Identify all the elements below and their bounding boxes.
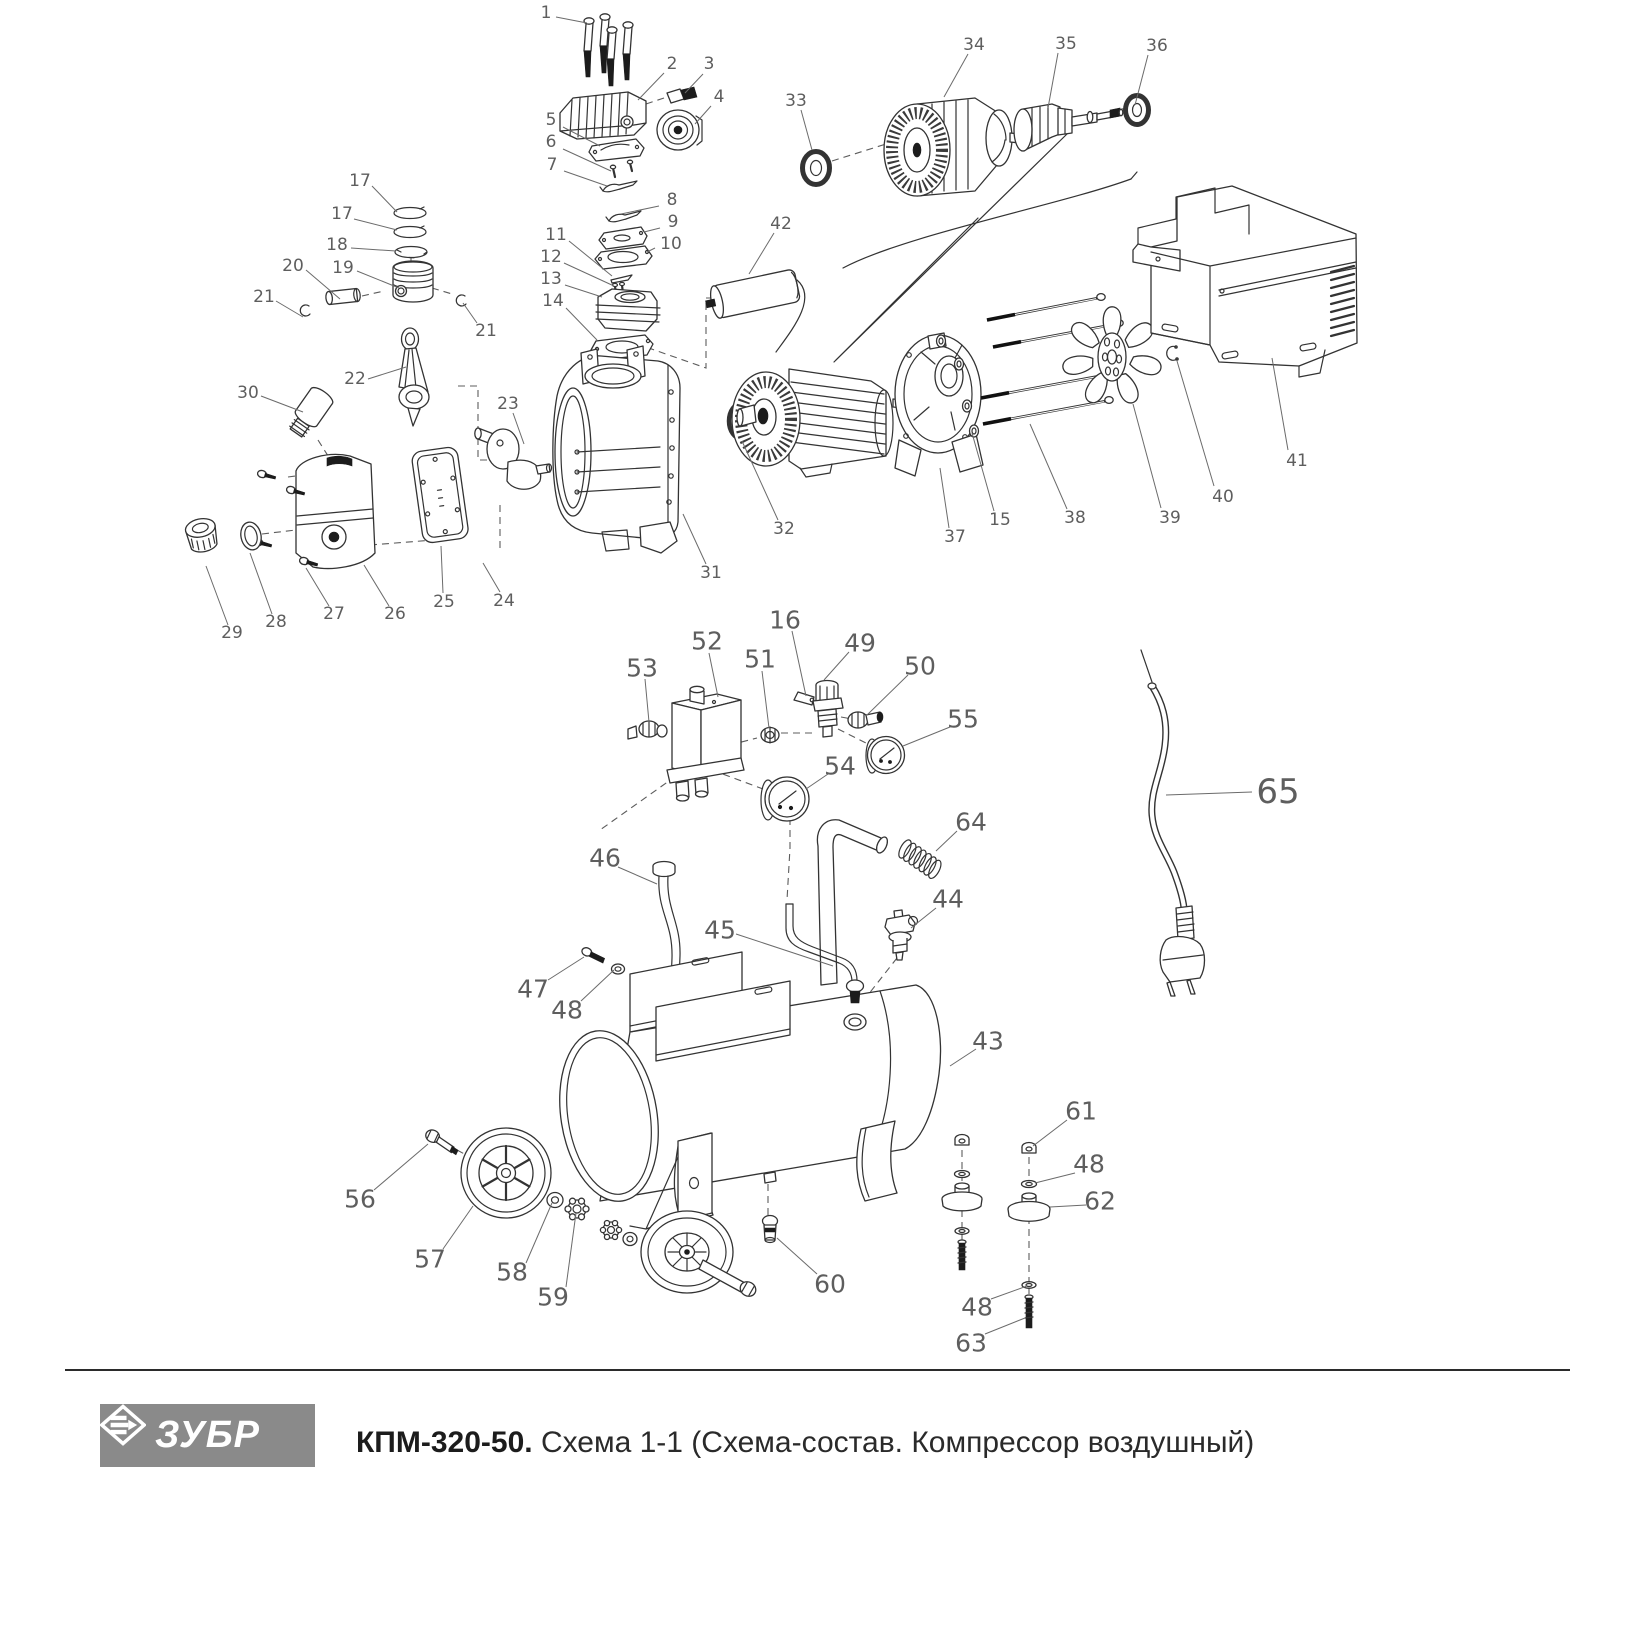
sight-glass-ring (238, 520, 263, 552)
oil-cap (184, 516, 220, 555)
leader-line-16 (792, 631, 806, 696)
leader-line-62 (1050, 1205, 1086, 1207)
callout-1: 1 (540, 3, 552, 23)
callout-29: 29 (221, 623, 243, 643)
callout-51: 51 (744, 644, 776, 674)
oil-breather (285, 385, 335, 441)
leader-line-52 (709, 653, 718, 697)
wheel-nut-2 (600, 1221, 621, 1240)
leader-line-37 (940, 468, 949, 528)
callout-41: 41 (1286, 451, 1308, 471)
callout-19: 19 (332, 258, 354, 278)
callout-43: 43 (972, 1026, 1004, 1056)
piston-rings (394, 207, 427, 258)
platform-nut (612, 964, 625, 974)
piston (393, 261, 433, 302)
callout-14: 14 (542, 291, 564, 311)
leader-line-1 (556, 17, 587, 23)
callout-10: 10 (660, 234, 682, 254)
switch-fitting-left (628, 721, 667, 739)
cover-gasket (411, 446, 469, 544)
callout-32: 32 (773, 519, 795, 539)
leader-line-17 (354, 219, 397, 230)
gauge-small (866, 737, 905, 774)
safety-valve (885, 910, 918, 960)
zubr-logo-icon (100, 1404, 146, 1446)
callout-59: 59 (537, 1282, 569, 1312)
leader-line-31 (683, 514, 706, 564)
callout-6: 6 (545, 132, 557, 152)
head-fitting (667, 87, 697, 103)
leader-line-55 (903, 727, 950, 746)
bearing-rear (803, 152, 830, 185)
diagram-title (356, 1426, 1456, 1460)
leader-line-51 (762, 671, 769, 728)
connecting-rod (399, 328, 429, 426)
motor-armature (1014, 104, 1123, 151)
pressure-switch (667, 686, 744, 801)
crankshaft (475, 428, 552, 489)
footer-separator (65, 1369, 1570, 1371)
callout-28: 28 (265, 612, 287, 632)
axle-bolt (423, 1128, 461, 1155)
callout-26: 26 (384, 604, 406, 624)
motor-rotor (884, 98, 1020, 196)
callout-48: 48 (961, 1292, 993, 1322)
callout-61: 61 (1065, 1096, 1097, 1126)
valve-screws (610, 160, 632, 177)
callout-35: 35 (1055, 34, 1077, 54)
leader-line-33 (801, 110, 812, 150)
head-bolt-set (584, 14, 633, 86)
callout-31: 31 (700, 563, 722, 583)
leader-line-21 (463, 303, 477, 323)
callout-49: 49 (844, 628, 876, 658)
callout-36: 36 (1146, 36, 1168, 56)
regulator-fitting-right (848, 712, 883, 728)
leader-line-27 (306, 568, 329, 606)
leader-line-41 (1272, 358, 1288, 450)
callout-21: 21 (475, 321, 497, 341)
leader-line-30 (261, 396, 303, 412)
valve-reed-upper (600, 181, 637, 192)
leader-line-50 (866, 675, 908, 716)
leader-line-42 (749, 233, 774, 274)
leader-line-56 (374, 1144, 428, 1190)
callout-48: 48 (551, 995, 583, 1025)
callout-60: 60 (814, 1269, 846, 1299)
leader-line-48 (1035, 1173, 1075, 1183)
leader-line-38 (1030, 424, 1067, 509)
callout-37: 37 (944, 527, 966, 547)
wheel-small (641, 1211, 758, 1299)
valve-plate-top (589, 139, 644, 161)
callout-9: 9 (667, 212, 679, 232)
wheel-nut (565, 1198, 589, 1220)
model-number: КПМ-320-50. (356, 1426, 533, 1459)
switch-fitting-mid (761, 727, 779, 743)
crankcase (553, 346, 680, 553)
callout-13: 13 (540, 269, 562, 289)
callout-62: 62 (1084, 1186, 1116, 1216)
callout-27: 27 (323, 604, 345, 624)
shaft-circlip (1167, 346, 1178, 361)
callout-17: 17 (349, 171, 371, 191)
leader-line-61 (1033, 1120, 1067, 1146)
leader-line-25 (441, 546, 443, 593)
leader-line-28 (250, 553, 272, 614)
leader-line-24 (483, 563, 500, 592)
leader-line-57 (443, 1206, 473, 1249)
leader-line-29 (206, 566, 228, 625)
handle-pipe (817, 820, 889, 985)
air-filter (657, 110, 702, 150)
callout-8: 8 (666, 190, 678, 210)
leader-line-48 (581, 970, 614, 1001)
leader-line-39 (1133, 404, 1161, 508)
cooling-fan (1061, 307, 1163, 406)
callout-50: 50 (904, 651, 936, 681)
valve-seat-plate (599, 227, 647, 249)
platform-bolt (580, 946, 606, 963)
callout-53: 53 (626, 653, 658, 683)
callout-64: 64 (955, 807, 987, 837)
leader-line-9 (644, 228, 660, 232)
callout-42: 42 (770, 214, 792, 234)
leader-line-45 (736, 934, 833, 966)
callout-54: 54 (824, 751, 856, 781)
motor-shroud (1133, 186, 1357, 377)
callout-4: 4 (713, 87, 725, 107)
bearing-front (1126, 96, 1149, 125)
leader-line-21 (276, 301, 303, 317)
callout-38: 38 (1064, 508, 1086, 528)
cylinder-block (596, 289, 660, 331)
scheme-subtitle: Схема 1-1 (Схема-состав. Компрессор воздушный) (540, 1426, 1255, 1459)
callout-63: 63 (955, 1328, 987, 1358)
callout-65: 65 (1256, 772, 1300, 812)
callout-20: 20 (282, 256, 304, 276)
callout-39: 39 (1159, 508, 1181, 528)
head-gasket (595, 246, 652, 269)
callout-25: 25 (433, 592, 455, 612)
leader-line-18 (351, 248, 396, 251)
callout-3: 3 (703, 54, 715, 74)
handle-grip-spring (896, 838, 943, 880)
callout-22: 22 (344, 369, 366, 389)
callout-56: 56 (344, 1184, 376, 1214)
callout-30: 30 (237, 383, 259, 403)
leader-line-47 (548, 957, 584, 980)
wheel-washer (547, 1193, 563, 1208)
leader-line-48 (991, 1286, 1027, 1299)
callout-33: 33 (785, 91, 807, 111)
leader-line-53 (645, 679, 649, 722)
callout-44: 44 (932, 884, 964, 914)
leader-line-60 (777, 1238, 817, 1274)
leader-line-40 (1177, 361, 1214, 486)
brand-name: ЗУБР (155, 1414, 260, 1456)
gauge-large (761, 777, 809, 821)
leader-line-35 (1048, 53, 1058, 108)
leader-line-64 (936, 831, 957, 851)
callout-47: 47 (517, 974, 549, 1004)
wheel-washer-2 (623, 1233, 637, 1246)
leader-line-17 (372, 186, 397, 212)
power-cord (1141, 650, 1205, 996)
callout-15: 15 (989, 510, 1011, 530)
leader-line-14 (566, 308, 597, 340)
callout-7: 7 (546, 155, 558, 175)
leader-line-7 (564, 171, 607, 186)
callout-12: 12 (540, 247, 562, 267)
callout-21: 21 (253, 287, 275, 307)
callout-48: 48 (1073, 1149, 1105, 1179)
leader-line-46 (618, 867, 657, 884)
callout-23: 23 (497, 394, 519, 414)
callout-5: 5 (545, 110, 557, 130)
leader-line-2 (638, 73, 664, 100)
wheel-large (461, 1128, 551, 1218)
capacitor (703, 269, 805, 352)
callout-2: 2 (666, 54, 678, 74)
circlips (300, 295, 466, 316)
leader-line-13 (565, 285, 602, 297)
callout-57: 57 (414, 1244, 446, 1274)
callout-40: 40 (1212, 487, 1234, 507)
leader-line-59 (566, 1213, 576, 1287)
crankcase-cover (296, 454, 375, 568)
motor-stator (732, 369, 915, 477)
callout-55: 55 (947, 704, 979, 734)
callout-46: 46 (589, 843, 621, 873)
callout-11: 11 (545, 225, 567, 245)
pressure-regulator (794, 681, 843, 738)
tank-strap-right (857, 1121, 897, 1201)
callout-24: 24 (493, 591, 515, 611)
callout-17: 17 (331, 204, 353, 224)
valve-reed-lower (606, 211, 641, 222)
callout-58: 58 (496, 1257, 528, 1287)
leader-line-4 (695, 106, 711, 124)
callout-34: 34 (963, 35, 985, 55)
zubr-logo (100, 1404, 315, 1467)
callout-18: 18 (326, 235, 348, 255)
callout-52: 52 (691, 626, 723, 656)
callout-45: 45 (704, 915, 736, 945)
leader-line-58 (526, 1203, 552, 1263)
leader-line-65 (1166, 792, 1252, 795)
callout-16: 16 (769, 605, 801, 635)
leader-line-15 (972, 433, 994, 511)
leader-line-26 (364, 565, 389, 606)
drain-valve (763, 1216, 778, 1243)
leader-line-34 (944, 54, 968, 97)
